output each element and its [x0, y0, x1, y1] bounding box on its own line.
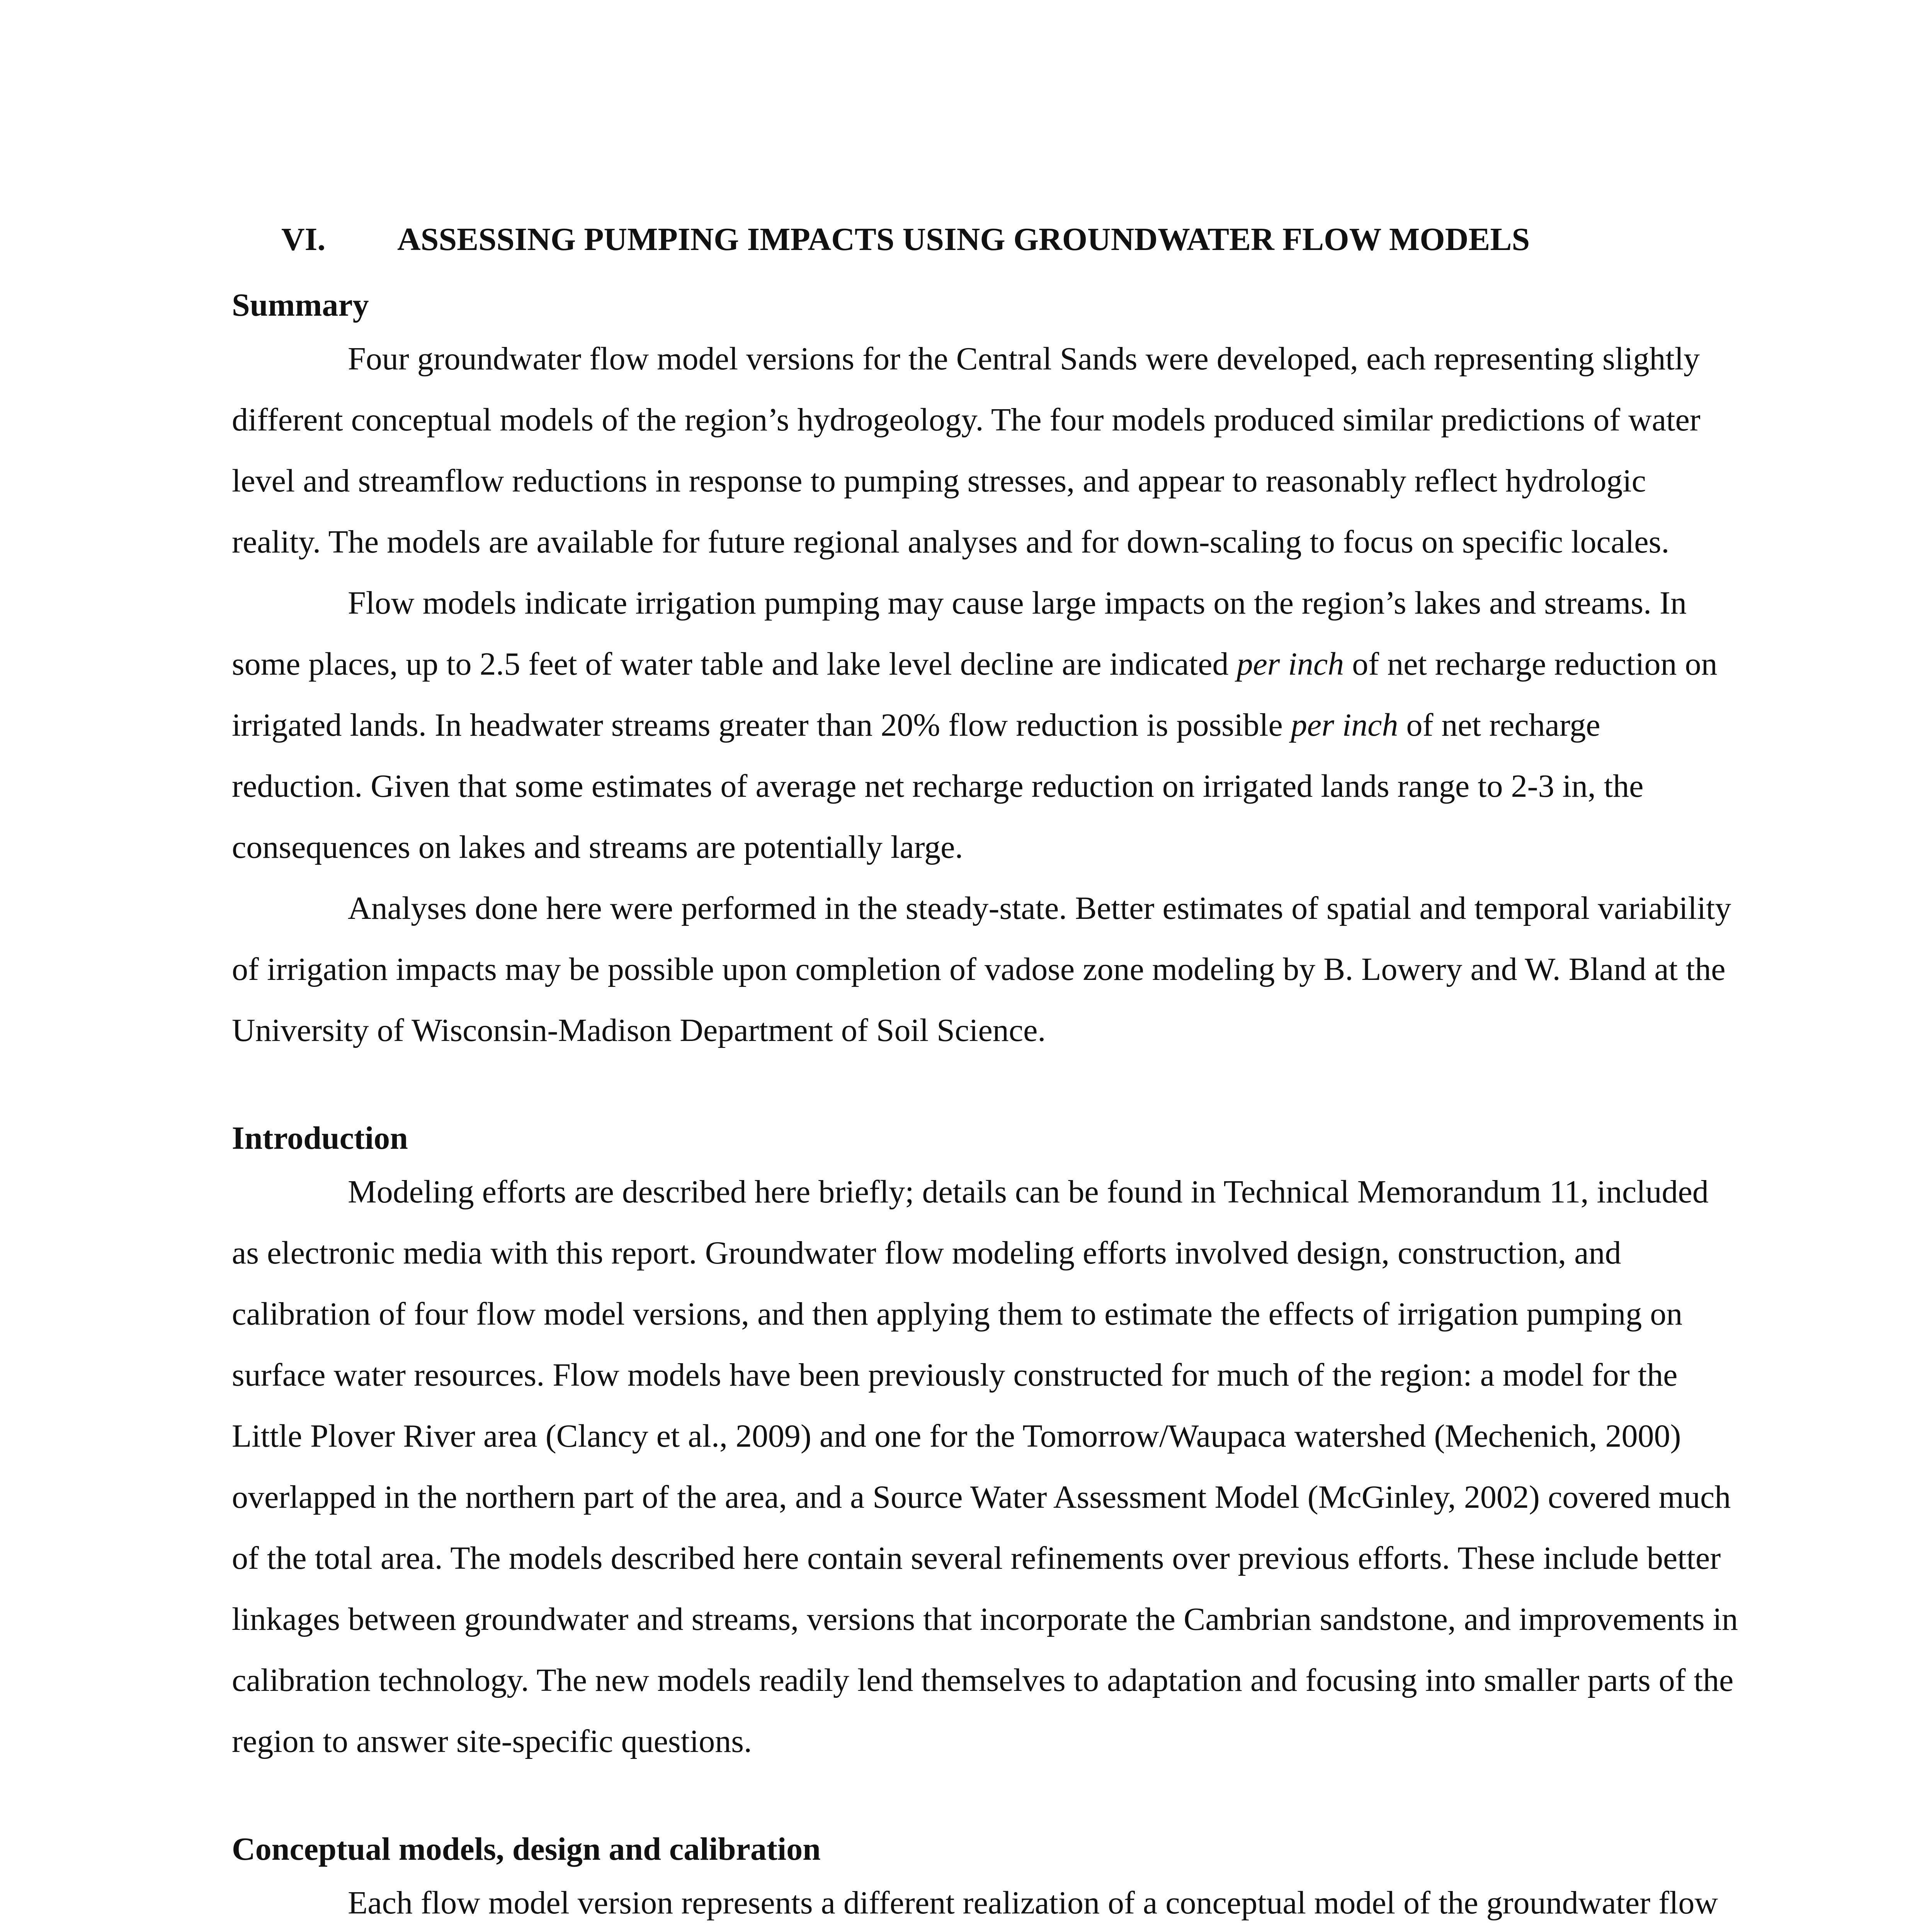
conceptual-paragraph-1: Each flow model version represents a different realization of a conceptual model of the groundwater flow [348, 1885, 1718, 1921]
summary-p2-text-b: of net recharge reduction on irrigated lands. In headwater streams greater than 20% flow reduction is possible [232, 646, 1718, 743]
chapter-title: ASSESSING PUMPING IMPACTS USING GROUNDWATER FLOW MODELS [397, 221, 1530, 257]
summary-paragraph-3: Analyses done here were performed in the steady-state. Better estimates of spatial and temporal variability of irrigation impacts may be possible upon completion of vadose zone modeling by B. Lowery and W. Bland at the University of Wisconsin-Madison Department of Soil Science. [232, 890, 1731, 1048]
summary-p2-emphasis-2: per inch [1291, 707, 1398, 743]
section-gap [232, 1061, 1739, 1115]
conceptual-models-heading: Conceptual models, design and calibration [232, 1831, 821, 1867]
summary-p2-text-a: Flow models indicate irrigation pumping may cause large impacts on the region’s lakes and streams. In some places, up to 2.5 feet of water table and lake level decline are indicated [232, 585, 1687, 682]
introduction-heading: Introduction [232, 1120, 408, 1156]
summary-p2-emphasis-1: per inch [1236, 646, 1344, 682]
section-gap [232, 1772, 1739, 1826]
summary-paragraph-1: Four groundwater flow model versions for the Central Sands were developed, each representing slightly different conceptual models of the region’s hydrogeology. The four models produced similar predictions of water level and streamflow reductions in response to pumping stresses, and appear to reasonably reflect hydrologic reality. The models are available for future regional analyses and for down-scaling to focus on specific locales. [232, 341, 1701, 560]
summary-paragraph-2 [232, 573, 1739, 878]
chapter-heading [232, 216, 1739, 263]
page-body [232, 216, 1739, 1932]
introduction-paragraph-1: Modeling efforts are described here briefly; details can be found in Technical Memorandum 11, included as electronic media with this report. Groundwater flow modeling efforts involved design, construction, and calibration of four flow model versions, and then applying them to estimate the effects of irrigation pumping on surface water resources. Flow models have been previously constructed for much of the region: a model for the Little Plover River area (Clancy et al., 2009) and one for the Tomorrow/Waupaca watershed (Mechenich, 2000) overlapped in the northern part of the area, and a Source Water Assessment Model (McGinley, 2002) covered much of the total area. The models described here contain several refinements over previous efforts. These include better linkages between groundwater and streams, versions that incorporate the Cambrian sandstone, and improvements in calibration technology. The new models readily lend themselves to adaptation and focusing into smaller parts of the region to answer site-specific questions. [232, 1174, 1738, 1759]
chapter-number: VI. [281, 221, 326, 257]
summary-p2-text-c: of net recharge reduction. Given that some estimates of average net recharge reduction on irrigated lands range to 2-3 in, the consequences on lakes and streams are potentially large. [232, 707, 1644, 865]
summary-heading: Summary [232, 287, 369, 323]
